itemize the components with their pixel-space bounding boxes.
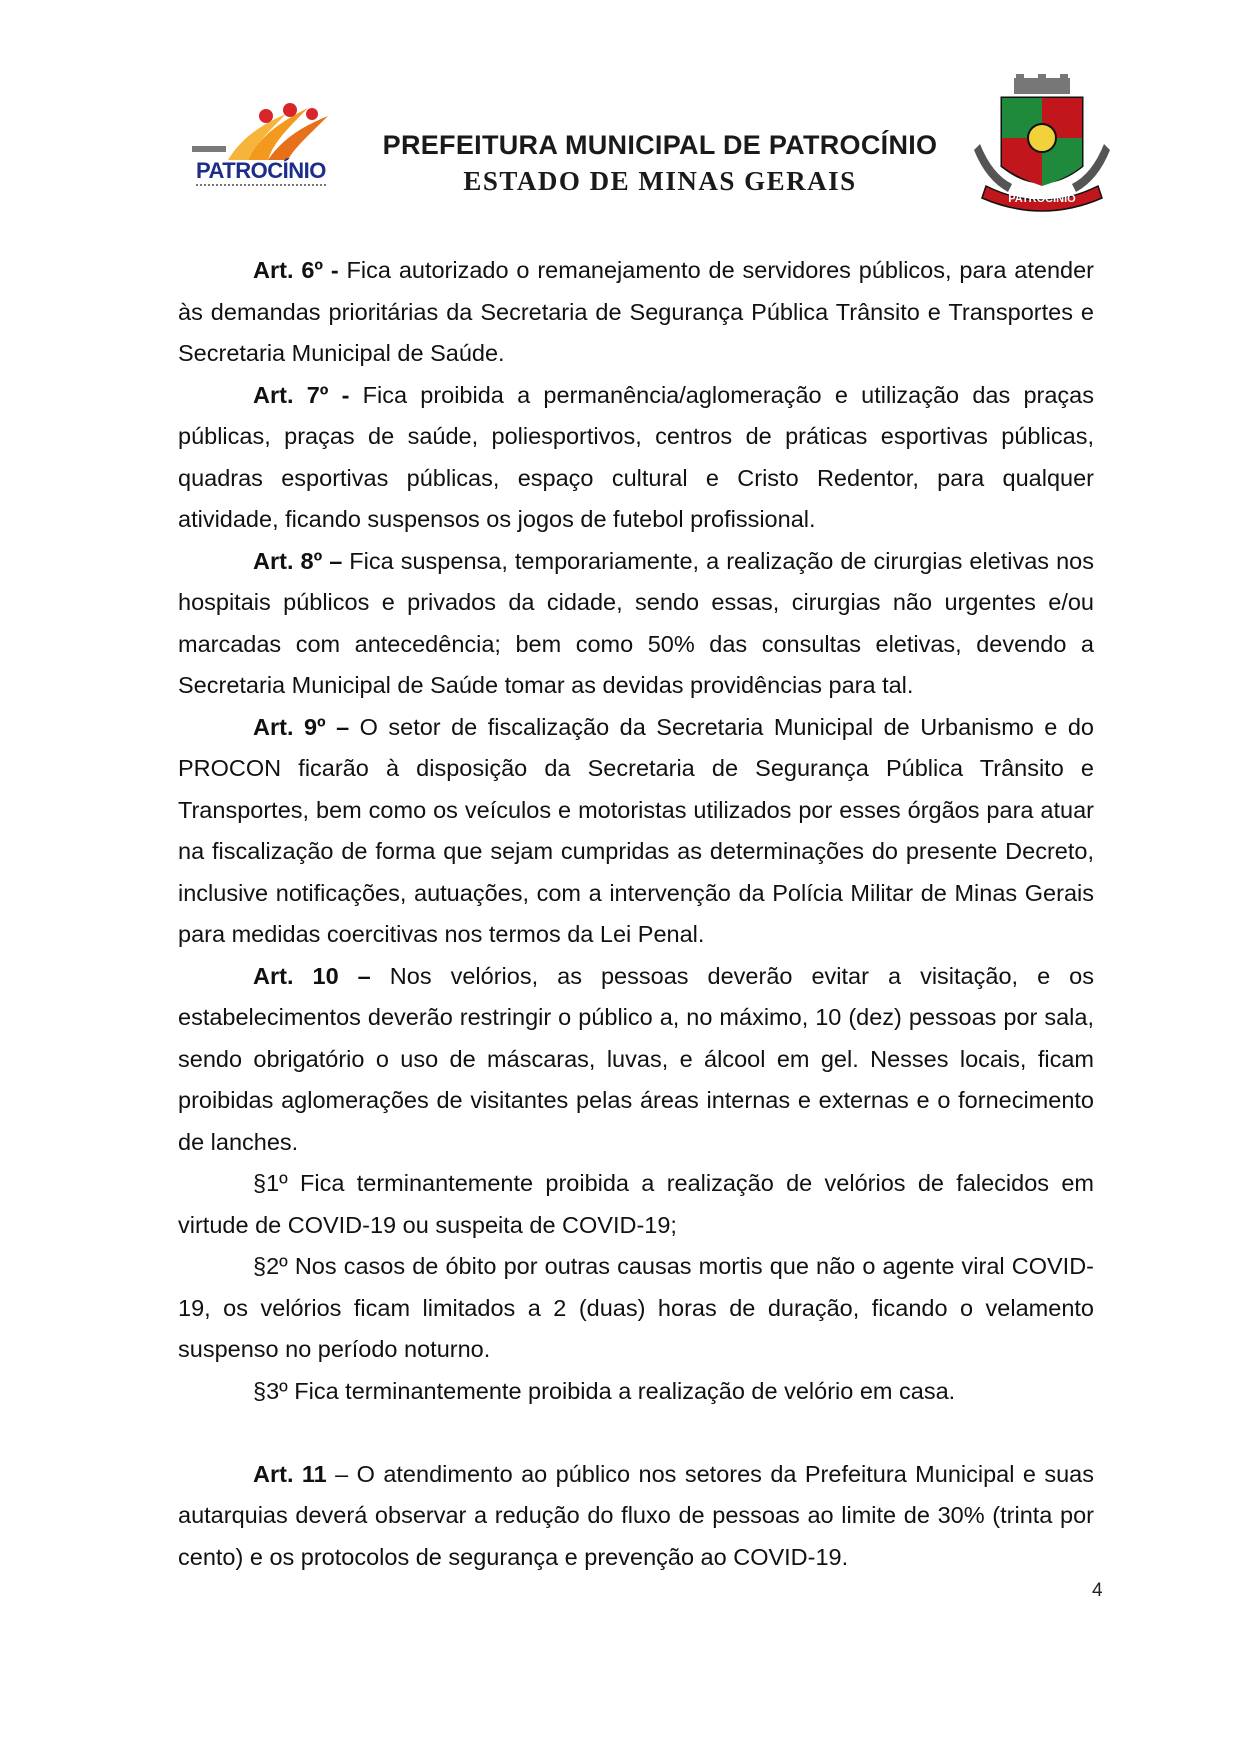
article-text: Fica autorizado o remanejamento de servidores públicos, para atender às demandas prioritárias da Secretaria de Segurança Pública Trânsito e Transportes e Secretaria Municipal de Saúde. [178,257,1094,366]
decree-body [178,250,1094,1578]
article-8 [178,541,1094,707]
article-label: Art. 10 – [253,962,371,989]
crest-ribbon-text: PATROCINIO [1008,193,1076,205]
article-6 [178,250,1094,375]
paragraph-3: §3º Fica terminantemente proibida a realização de velório em casa. [253,1377,956,1404]
article-9 [178,707,1094,956]
state-subtitle: ESTADO DE MINAS GERAIS [463,166,857,196]
letterhead [0,0,1241,230]
municipal-coat-of-arms [972,74,1112,220]
article-text: O setor de fiscalização da Secretaria Municipal de Urbanismo e do PROCON ficarão à disposição da Secretaria de Segurança Pública Trânsito e Transportes, bem como os veículos e motoristas utilizados por esses órgãos para atuar na fiscalização de forma que sejam cumpridas as determinações do presente Decreto, inclusive notificações, autuações, com a intervenção da Polícia Militar de Minas Gerais para medidas coercitivas nos termos da Lei Penal. [178,713,1094,947]
article-text: Fica proibida a permanência/aglomeração e utilização das praças públicas, praças de saúde, poliesportivos, centros de práticas esportivas públicas, quadras esportivas públicas, espaço cultural e Cristo Redentor, para qualquer atividade, ficando suspensos os jogos de futebol profissional. [178,381,1094,532]
article-label: Art. 9º – [253,713,350,740]
article-text: – O atendimento ao público nos setores da Prefeitura Municipal e suas autarquias deverá observar a redução do fluxo de pessoas ao limite de 30% (trinta por cento) e os protocolos de segurança e prevenção ao COVID-19. [178,1460,1094,1570]
logo-wordmark: PATROCÍNIO [196,158,326,183]
article-10 [178,956,1094,1164]
article-label: Art. 8º – [253,547,343,574]
article-label: Art. 7º - [253,381,350,408]
article-label: Art. 6º - [253,257,339,283]
letterhead-title [360,128,960,198]
article-text: Nos velórios, as pessoas deverão evitar a visitação, e os estabelecimentos deverão restringir o público a, no máximo, 10 (dez) pessoas por sala, sendo obrigatório o uso de máscaras, luvas, e álcool em gel. Nesses locais, ficam proibidas aglomerações de visitantes pelas áreas internas e externas e o fornecimento de lanches. [178,962,1094,1155]
coat-of-arms-icon [972,74,1112,220]
article-7 [178,375,1094,541]
page-number: 4 [1092,1580,1103,1601]
paragraph-2: §2º Nos casos de óbito por outras causas mortis que não o agente viral COVID-19, os velórios ficam limitados a 2 (duas) horas de duração, ficando o velamento suspenso no período noturno. [178,1253,1094,1362]
patrocinio-logo [188,98,338,193]
article-label: Art. 11 [253,1460,327,1487]
article-text: Fica suspensa, temporariamente, a realização de cirurgias eletivas nos hospitais públicos e privados da cidade, sendo essas, cirurgias não urgentes e/ou marcadas com antecedência; bem como 50% das consultas eletivas, devendo a Secretaria Municipal de Saúde tomar as devidas providências para tal. [178,547,1094,698]
article-11 [178,1454,1094,1579]
paragraph-1: §1º Fica terminantemente proibida a realização de velórios de falecidos em virtude de COVID-19 ou suspeita de COVID-19; [178,1170,1094,1238]
municipality-title: PREFEITURA MUNICIPAL DE PATROCÍNIO [382,130,938,160]
logo-tagline-rule [196,184,326,190]
